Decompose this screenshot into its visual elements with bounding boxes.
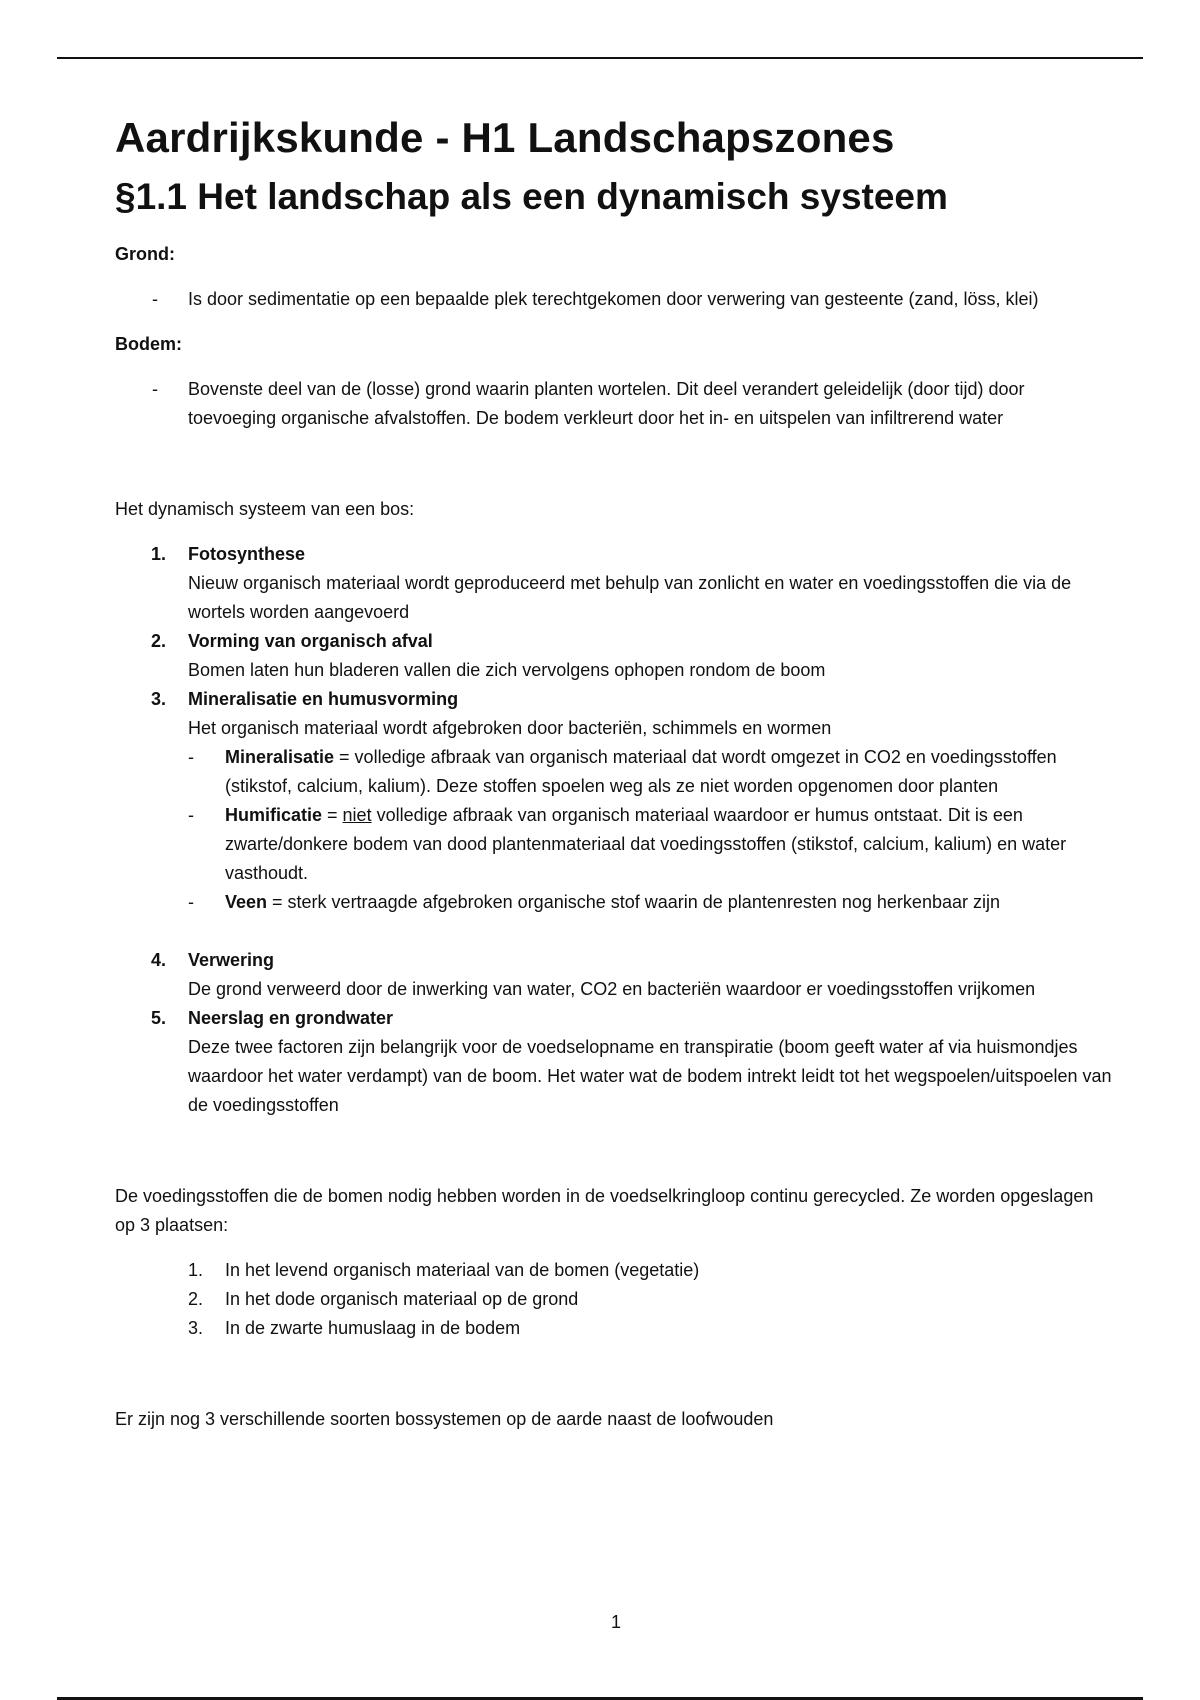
places-list	[115, 1256, 1115, 1343]
step-text: Nieuw organisch materiaal wordt geproduceerd met behulp van zonlicht en water en voedingsstoffen die via de wortels worden aangevoerd	[188, 573, 1072, 622]
closing-paragraph: Er zijn nog 3 verschillende soorten bossystemen op de aarde naast de loofwouden	[115, 1409, 774, 1429]
list-item	[115, 1285, 1115, 1314]
step-text: Deze twee factoren zijn belangrijk voor de voedselopname en transpiratie (boom geeft water af via huismondjes waardoor het water verdampt) van de boom. Het water wat de bodem intrekt leidt tot het wegspoelen/uitspoelen van de voedingsstoffen	[188, 1037, 1112, 1115]
step-item	[115, 685, 1115, 917]
step-number: 3.	[151, 689, 167, 709]
list-text: In de zwarte humuslaag in de bodem	[225, 1318, 521, 1338]
list-number: 3.	[188, 1318, 204, 1338]
step-item	[115, 1004, 1115, 1120]
list-item	[115, 1314, 1115, 1343]
term-humificatie: Humificatie	[225, 805, 323, 825]
list-item	[115, 1256, 1115, 1285]
sub-item-mineralisatie	[188, 743, 1115, 801]
definition-mineralisatie: = volledige afbraak van organisch materiaal dat wordt omgezet in CO2 en voedingsstoffen (stikstof, calcium, kalium). Deze stoffen spoelen weg als ze niet worden opgenomen door planten	[225, 747, 1057, 796]
sub-item-veen	[188, 888, 1115, 917]
bodem-item	[115, 375, 1115, 433]
step-item	[115, 627, 1115, 685]
step-number: 2.	[151, 631, 167, 651]
step-item	[115, 946, 1115, 1004]
definition-veen: = sterk vertraagde afgebroken organische stof waarin de plantenresten nog herkenbaar zijn	[267, 892, 1000, 912]
list-number: 1.	[188, 1260, 204, 1280]
term-veen: Veen	[225, 892, 268, 912]
page-title: Aardrijkskunde - H1 Landschapszones	[115, 114, 895, 161]
step-text: Bomen laten hun bladeren vallen die zich vervolgens ophopen rondom de boom	[188, 660, 826, 680]
document-body	[115, 110, 1115, 1434]
step-title: Vorming van organisch afval	[188, 631, 433, 651]
grond-text: Is door sedimentatie op een bepaalde plek terechtgekomen door verwering van gesteente (zand, löss, klei)	[188, 289, 1039, 309]
step-title: Neerslag en grondwater	[188, 1008, 394, 1028]
bodem-label: Bodem:	[115, 334, 182, 354]
list-text: In het levend organisch materiaal van de bomen (vegetatie)	[225, 1260, 700, 1280]
step-text: Het organisch materiaal wordt afgebroken door bacteriën, schimmels en wormen	[188, 718, 832, 738]
bullet-dash: -	[188, 747, 194, 767]
top-rule	[57, 57, 1143, 59]
sub-item-humificatie	[188, 801, 1115, 888]
step-title: Mineralisatie en humusvorming	[188, 689, 459, 709]
definition-humificatie: volledige afbraak van organisch materiaal waardoor er humus ontstaat. Dit is een zwarte/donkere bodem van dood plantenmateriaal dat voedingsstoffen (stikstof, calcium, kalium) en water vasthoudt.	[225, 805, 1067, 883]
list-number: 2.	[188, 1289, 204, 1309]
term-mineralisatie: Mineralisatie	[225, 747, 335, 767]
list-text: In het dode organisch materiaal op de grond	[225, 1289, 579, 1309]
bullet-dash: -	[188, 892, 194, 912]
section-heading: §1.1 Het landschap als een dynamisch systeem	[115, 176, 948, 217]
bodem-text: Bovenste deel van de (losse) grond waarin planten wortelen. Dit deel verandert geleidelijk (door tijd) door toevoeging organische afvalstoffen. De bodem verkleurt door het in- en uitspelen van infiltrerend water	[188, 379, 1025, 428]
recycle-paragraph: De voedingsstoffen die de bomen nodig hebben worden in de voedselkringloop continu gerecycled. Ze worden opgeslagen op 3 plaatsen:	[115, 1186, 1094, 1235]
bullet-dash: -	[188, 805, 194, 825]
steps-list	[115, 540, 1115, 1120]
grond-item	[115, 285, 1115, 314]
underlined-niet: niet	[342, 805, 372, 825]
step-title: Fotosynthese	[188, 544, 306, 564]
step-number: 5.	[151, 1008, 167, 1028]
bullet-dash: -	[152, 289, 158, 309]
step-number: 1.	[151, 544, 167, 564]
bullet-dash: -	[152, 379, 158, 399]
page-number: 1	[610, 1612, 621, 1632]
step-number: 4.	[151, 950, 167, 970]
equals-sign: =	[322, 805, 343, 825]
step-item	[115, 540, 1115, 627]
step-title: Verwering	[188, 950, 275, 970]
system-intro: Het dynamisch systeem van een bos:	[115, 499, 415, 519]
grond-label: Grond:	[115, 244, 175, 264]
step-text: De grond verweerd door de inwerking van water, CO2 en bacteriën waardoor er voedingsstoffen vrijkomen	[188, 979, 1036, 999]
